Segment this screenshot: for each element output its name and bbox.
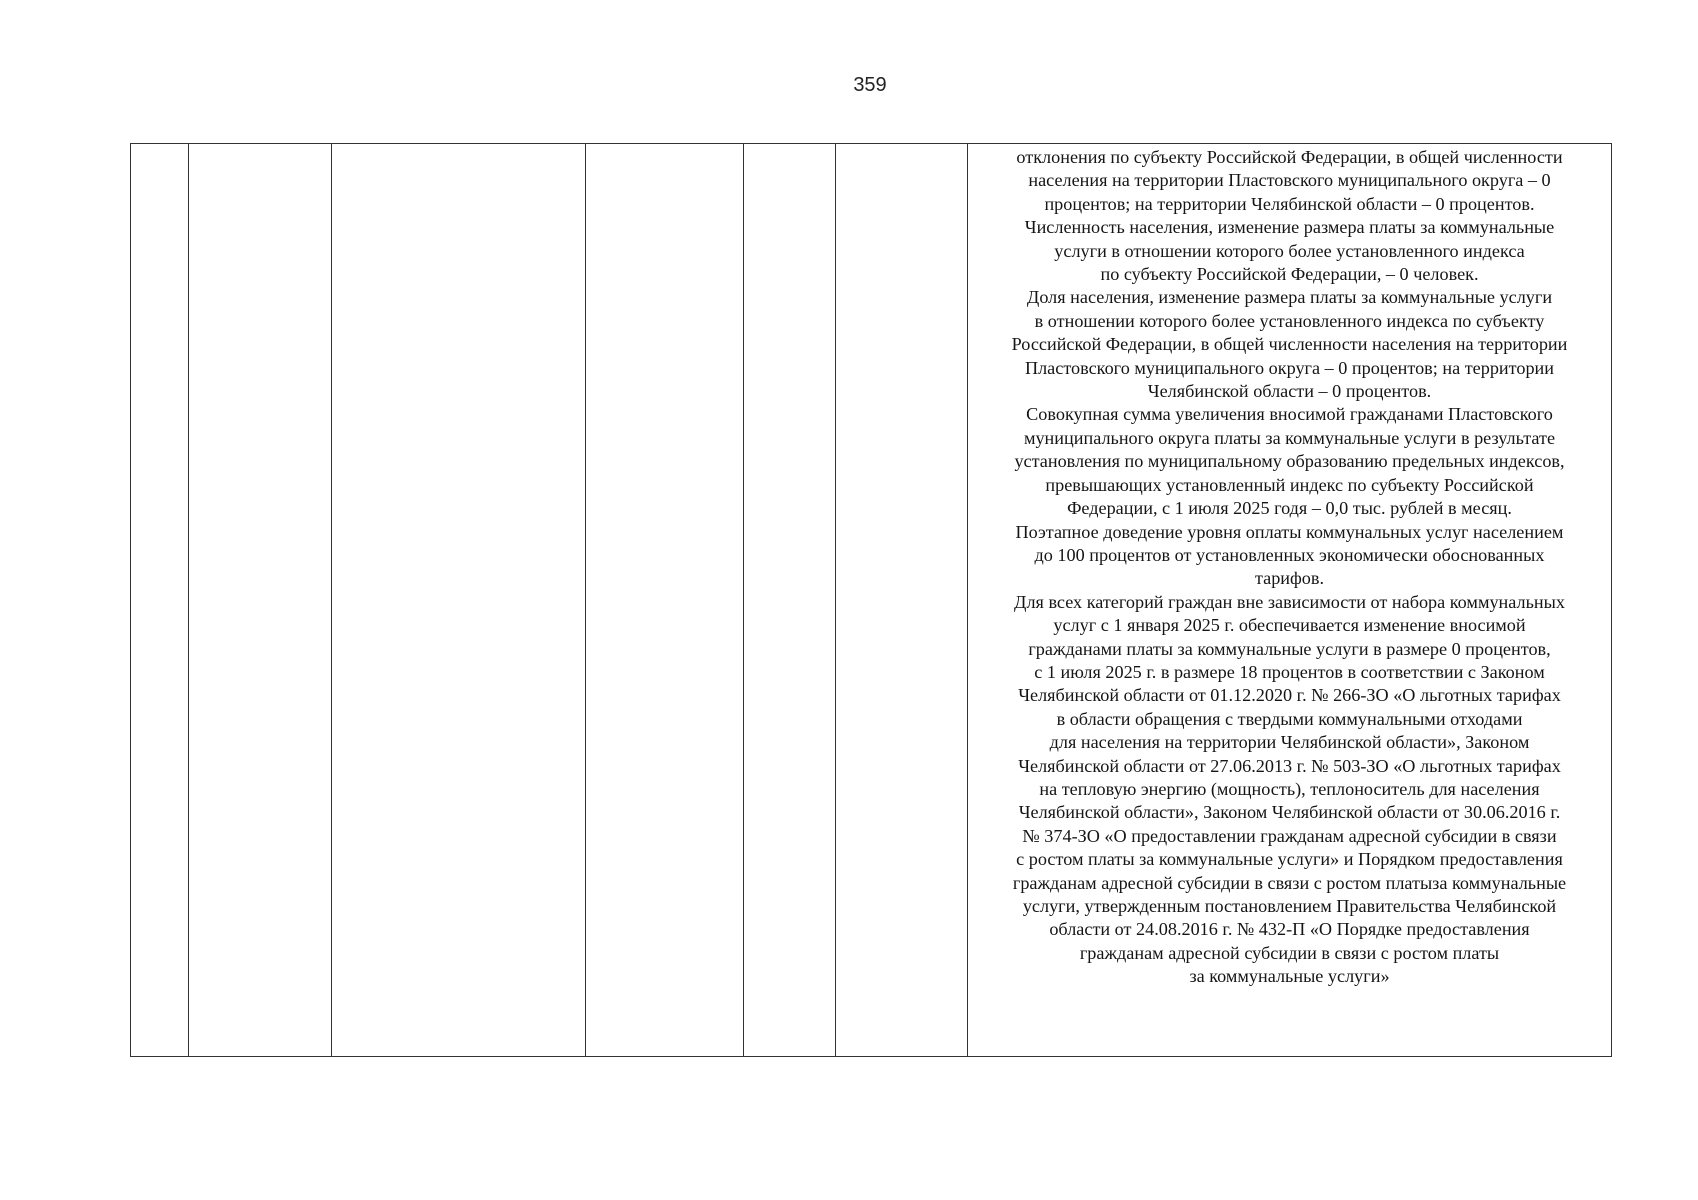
text-line: до 100 процентов от установленных экономически обоснованных — [1034, 544, 1545, 565]
text-line: отклонения по субъекту Российской Федерации, в общей численности — [1016, 147, 1563, 167]
text-line: на тепловую энергию (мощность), теплоноситель для населения — [1039, 778, 1540, 799]
text-line: услуги в отношении которого более установленного индекса — [1054, 240, 1525, 261]
text-line: № 374-ЗО «О предоставлении гражданам адресной субсидии в связи — [1022, 825, 1557, 846]
text-line: Российской Федерации, в общей численности населения на территории — [1011, 334, 1568, 355]
text-line: населения на территории Пластовского муниципального округа – 0 — [1028, 170, 1551, 191]
table-cell-col-3 — [332, 144, 586, 1057]
text-line: превышающих установленный индекс по субъекту Российской — [1045, 474, 1534, 495]
text-line: с ростом платы за коммунальные услуги» и Порядком предоставления — [1016, 849, 1563, 870]
text-line: области от 24.08.2016 г. № 432-П «О Порядке предоставления — [1049, 919, 1530, 940]
text-line: услуги, утвержденным постановлением Правительства Челябинской — [1022, 896, 1557, 916]
text-line: муниципального округа платы за коммунальные услуги в результате — [1023, 427, 1556, 448]
table-cell-description — [968, 144, 1612, 1057]
text-line: услуг с 1 января 2025 г. обеспечивается изменение вносимой — [1053, 615, 1526, 636]
table-cell-col-1 — [131, 144, 189, 1057]
text-line: по субъекту Российской Федерации, – 0 человек. — [1100, 264, 1479, 285]
table-cell-col-2 — [189, 144, 332, 1057]
text-line: Челябинской области», Законом Челябинской области от 30.06.2016 г. — [1018, 802, 1561, 823]
text-line: Челябинской области от 01.12.2020 г. № 266-ЗО «О льготных тарифах — [1018, 685, 1561, 706]
table-cell-col-6 — [836, 144, 968, 1057]
text-line: Пластовского муниципального округа – 0 процентов; на территории — [1024, 357, 1555, 378]
text-line: Численность населения, изменение размера платы за коммунальные — [1024, 217, 1555, 238]
text-line: тарифов. — [1254, 568, 1325, 589]
table-row — [131, 144, 1612, 1057]
text-line: гражданами платы за коммунальные услуги в размере 0 процентов, — [1028, 638, 1551, 659]
text-line: в области обращения с твердыми коммунальными отходами — [1056, 708, 1523, 729]
text-line: процентов; на территории Челябинской области – 0 процентов. — [1044, 193, 1535, 214]
text-line: гражданам адресной субсидии в связи с ростом платыза коммунальные — [1012, 872, 1567, 893]
text-line: Федерации, с 1 июля 2025 годя – 0,0 тыс. рублей в месяц. — [1067, 498, 1512, 519]
text-line: гражданам адресной субсидии в связи с ростом платы — [1079, 942, 1500, 963]
text-line: Челябинской области – 0 процентов. — [1147, 381, 1432, 402]
text-line: установления по муниципальному образованию предельных индексов, — [1014, 451, 1565, 472]
text-line: Челябинской области от 27.06.2013 г. № 503-ЗО «О льготных тарифах — [1018, 755, 1561, 776]
text-line: Доля населения, изменение размера платы за коммунальные услуги — [1026, 287, 1553, 308]
text-line: Совокупная сумма увеличения вносимой гражданами Пластовского — [1026, 404, 1553, 425]
text-line: за коммунальные услуги» — [1189, 966, 1390, 987]
text-line: с 1 июля 2025 г. в размере 18 процентов в соответствии с Законом — [1034, 661, 1545, 682]
text-line: для населения на территории Челябинской области», Законом — [1049, 732, 1530, 753]
text-line: Для всех категорий граждан вне зависимости от набора коммунальных — [1014, 591, 1565, 612]
text-line: Поэтапное доведение уровня оплаты коммунальных услуг населением — [1015, 521, 1564, 542]
document-table — [130, 143, 1612, 1057]
page-number: 359 — [853, 74, 887, 96]
table-cell-col-5 — [744, 144, 836, 1057]
text-line: в отношении которого более установленного индекса по субъекту — [1034, 310, 1545, 331]
table-cell-col-4 — [586, 144, 744, 1057]
